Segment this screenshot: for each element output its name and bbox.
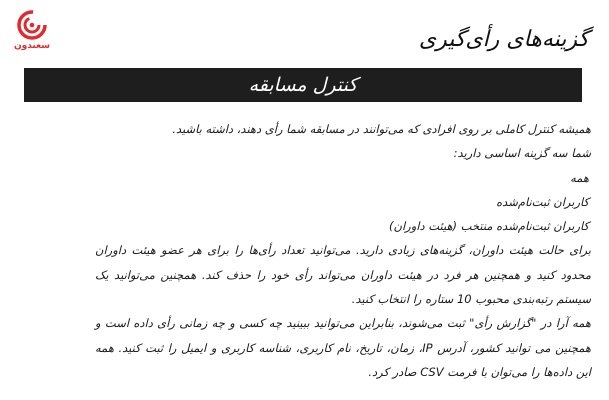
brand-logo[interactable]	[10, 10, 54, 60]
voting-option-registered: کاربران ثبت‌نام‌شده	[496, 194, 589, 209]
section-title: کنترل مسابقه	[24, 68, 582, 102]
page-title: گزینه‌های رأی‌گیری	[418, 26, 589, 52]
report-paragraph: همه آرا در "گزارش رأی" ثبت می‌شوند، بنابراین می‌توانید ببینید چه کسی و چه زمانی رأی داده است و همچنین می توانید کشور، آدرس IP، زمان، تاریخ، نام کاربری، شناسه کاربری و ایمیل را ثبت کنید. همه این داده‌ها را می‌توان با فرمت CSV صادر کرد.	[95, 316, 591, 379]
logo-swirl-icon	[17, 10, 47, 40]
logo-text: سعندون	[13, 41, 51, 51]
jury-paragraph: برای حالت هیئت داوران، گزینه‌های زیادی دارید. می‌توانید تعداد رأی‌ها را برای هر عضو هیئت داوران محدود کنید و همچنین هر فرد در هیئت داوران می‌تواند رأی خود را حذف کند. همچنین می‌توانید یک سیستم رتبه‌بندی محبوب 10 ستاره را انتخاب کنید.	[95, 243, 591, 307]
voting-option-everyone: همه	[570, 170, 589, 185]
content-body	[95, 117, 591, 384]
voting-option-jury: کاربران ثبت‌نام‌شده منتخب (هیئت داوران)	[389, 219, 589, 234]
options-intro: شما سه گزینه اساسی دارید:	[453, 146, 591, 161]
intro-paragraph: همیشه کنترل کاملی بر روی افرادی که می‌توانند در مسابقه شما رأی دهند، داشته باشید.	[172, 122, 591, 136]
